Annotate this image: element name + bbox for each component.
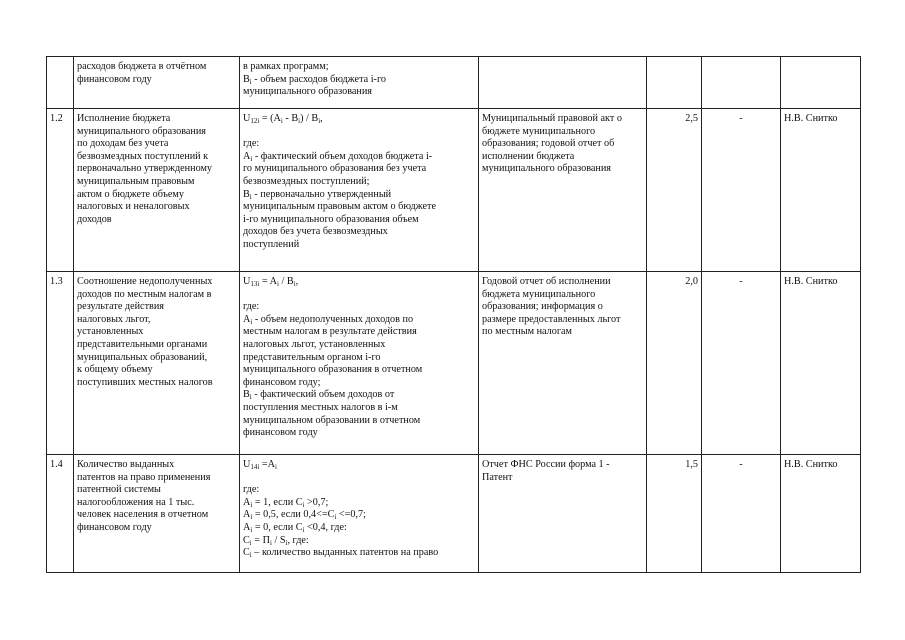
indicator-name-line: доходов	[77, 213, 112, 225]
indicator-name-line: по доходам без учета	[77, 138, 169, 150]
data-source-line: по местным налогам	[482, 326, 572, 338]
indicator-name-line: Количество выданных	[77, 459, 175, 470]
responsible-person	[781, 57, 861, 109]
subscript: i	[250, 500, 253, 509]
subscript: i	[250, 513, 253, 522]
indicator-name-line: налоговых и неналоговых	[77, 201, 190, 213]
responsible-person: Н.В. Снитко	[781, 109, 861, 272]
data-source	[479, 455, 647, 573]
legend-line	[243, 427, 475, 440]
subscript: i	[276, 280, 279, 288]
formula-text: где:	[243, 484, 260, 496]
indicator-name	[74, 272, 240, 455]
subscript: 14i	[250, 463, 260, 471]
formula-text: - фактический объем доходов от	[251, 389, 395, 401]
indicator-name-line: финансовом году	[77, 521, 152, 533]
legend-line	[243, 86, 475, 99]
row-number: 1.4	[47, 455, 74, 573]
formula-line	[243, 113, 475, 126]
indicator-name-line: Соотношение недополученных	[77, 276, 213, 287]
formula-spacer	[243, 126, 475, 139]
formula-text: A	[243, 150, 251, 162]
legend-line	[243, 364, 475, 377]
formula-text: C	[243, 547, 250, 559]
formula-text: U	[243, 459, 251, 470]
weight-value	[647, 57, 702, 109]
formula-text: <0,4, где:	[304, 521, 347, 533]
indicator-name-line: доходов по местным налогам в	[77, 288, 212, 300]
legend-line	[243, 377, 475, 390]
legend-line	[243, 522, 475, 535]
subscript: i	[293, 280, 296, 288]
formula-text: = A	[259, 276, 277, 287]
subscript: 13i	[250, 280, 260, 288]
formula-text: финансовом году	[243, 427, 318, 439]
legend-line	[243, 402, 475, 415]
formula-text: представительным органом i-го	[243, 351, 381, 363]
formula-text: - фактический объем доходов бюджета i-	[252, 150, 433, 162]
legend-line	[243, 352, 475, 365]
legend-line	[243, 509, 475, 522]
indicator-name-line: установленных	[77, 326, 144, 338]
calculation-formula	[240, 109, 479, 272]
row-number: 1.3	[47, 272, 74, 455]
subscript: i	[249, 192, 252, 201]
formula-text: A	[243, 496, 251, 508]
indicator-name-line: поступивших местных налогов	[77, 376, 213, 388]
formula-text: B	[243, 188, 250, 200]
subscript: i	[250, 525, 253, 534]
indicator-name-line: представительными органами	[77, 338, 208, 350]
legend-line	[243, 301, 475, 314]
subscript: i	[269, 538, 272, 547]
formula-text: U	[243, 276, 251, 287]
formula-text: >0,7;	[304, 496, 329, 508]
data-source	[479, 109, 647, 272]
row-number: 1.2	[47, 109, 74, 272]
subscript: i	[249, 77, 252, 86]
legend-line	[243, 326, 475, 339]
calculation-formula	[240, 57, 479, 109]
formula-text: = 0,5, если 0,4<=C	[252, 509, 335, 521]
subscript: i	[250, 154, 253, 163]
formula-text: ,	[320, 113, 323, 124]
legend-line	[243, 535, 475, 548]
subscript: i	[302, 525, 305, 534]
indicator-name-line: патентов на право применения	[77, 471, 211, 483]
legend-line	[243, 314, 475, 327]
subscript: i	[249, 538, 252, 547]
legend-line	[243, 61, 475, 74]
indicator-name-line: патентной системы	[77, 484, 161, 496]
row-number	[47, 57, 74, 109]
indicator-name-line: финансовом году	[77, 73, 152, 85]
indicator-name	[74, 109, 240, 272]
formula-text: поступления местных налогов в i-м	[243, 401, 398, 413]
subscript: i	[249, 393, 252, 402]
indicator-name-line: актом о бюджете объему	[77, 188, 184, 200]
legend-line	[243, 389, 475, 402]
formula-text: доходов без учета безвозмездных	[243, 226, 388, 238]
formula-text: где:	[243, 138, 260, 150]
formula-text: C	[243, 534, 250, 546]
formula-text: где:	[243, 301, 260, 313]
legend-line	[243, 201, 475, 214]
subscript: i	[285, 538, 288, 547]
indicator-name-line: муниципальным правовым	[77, 175, 195, 187]
subscript: i	[249, 551, 252, 560]
table-row	[47, 109, 861, 272]
data-source	[479, 57, 647, 109]
table-row	[47, 57, 861, 109]
formula-spacer	[243, 289, 475, 302]
indicator-name-line: первоначально утвержденному	[77, 163, 213, 175]
weight-value: 1,5	[647, 455, 702, 573]
subscript: i	[250, 317, 253, 326]
formula-text: налоговых льгот, установленных	[243, 338, 386, 350]
indicator-name-line: расходов бюджета в отчётном	[77, 61, 207, 72]
formula-text: B	[243, 389, 250, 401]
formula-text: муниципального образования	[243, 86, 372, 98]
formula-text: - объем расходов бюджета i-го	[251, 73, 386, 85]
formula-text: муниципального образования в отчетном	[243, 364, 423, 376]
data-source-line: Годовой отчет об исполнении	[482, 276, 611, 287]
formula-text: = 1, если C	[252, 496, 303, 508]
data-source-line: размере предоставленных льгот	[482, 313, 621, 325]
indicator-name-line: налоговых льгот,	[77, 313, 151, 325]
indicator-name	[74, 455, 240, 573]
indicator-name-line: Исполнение бюджета	[77, 113, 171, 124]
formula-text: финансовом году;	[243, 376, 321, 388]
formula-text: го муниципального образования без учета	[243, 163, 427, 175]
data-source-line: Муниципальный правовой акт о	[482, 113, 622, 124]
subscript: 12i	[250, 117, 260, 125]
indicator-name-line: муниципальных образований,	[77, 351, 208, 363]
legend-line	[243, 484, 475, 497]
legend-line	[243, 497, 475, 510]
weight-value: 2,5	[647, 109, 702, 272]
formula-text: безвозмездных поступлений;	[243, 175, 370, 187]
formula-text: ) / B	[300, 113, 319, 124]
formula-text: = П	[251, 534, 270, 546]
formula-text: муниципальном образовании в отчетном	[243, 414, 421, 426]
indicator-name-line: безвозмездных поступлений к	[77, 150, 209, 162]
data-source-line: Отчет ФНС России форма 1 -	[482, 459, 610, 470]
table-row	[47, 272, 861, 455]
subscript: i	[302, 500, 305, 509]
legend-line	[243, 339, 475, 352]
formula-text: в рамках программ;	[243, 61, 329, 72]
responsible-person: Н.В. Снитко	[781, 455, 861, 573]
legend-line	[243, 415, 475, 428]
data-source	[479, 272, 647, 455]
legend-line	[243, 163, 475, 176]
formula-text: A	[243, 313, 251, 325]
subscript: i	[298, 117, 301, 125]
indicator-name-line: результате действия	[77, 301, 164, 313]
formula-spacer	[243, 472, 475, 485]
extra-value: -	[702, 109, 781, 272]
data-source-line: исполнении бюджета	[482, 150, 575, 162]
legend-line	[243, 226, 475, 239]
formula-text: / B	[278, 276, 294, 287]
formula-text: A	[243, 521, 251, 533]
subscript: i	[274, 463, 277, 471]
formula-text: местным налогам в результате действия	[243, 326, 417, 338]
extra-value: -	[702, 455, 781, 573]
formula-text: ,	[295, 276, 299, 287]
responsible-person: Н.В. Снитко	[781, 272, 861, 455]
legend-line	[243, 547, 475, 560]
table-row	[47, 455, 861, 573]
data-source-line: муниципального образования	[482, 163, 611, 175]
indicator-name-line: к общему объему	[77, 364, 153, 376]
indicator-table	[46, 56, 861, 573]
formula-line	[243, 459, 475, 472]
indicator-name-line: налогообложения на 1 тыс.	[77, 496, 195, 508]
legend-line	[243, 189, 475, 202]
subscript: i	[280, 117, 283, 125]
formula-text: B	[243, 73, 250, 85]
data-source-line: Патент	[482, 471, 513, 483]
formula-text: <=0,7;	[336, 509, 366, 521]
formula-text: - объем недополученных доходов по	[252, 313, 414, 325]
data-source-line: бюджета муниципального	[482, 288, 596, 300]
formula-text: U	[243, 113, 251, 124]
formula-text: = 0, если C	[252, 521, 303, 533]
formula-text: i-го муниципального образования объем	[243, 213, 419, 225]
extra-value	[702, 57, 781, 109]
subscript: i	[334, 513, 337, 522]
legend-line	[243, 74, 475, 87]
subscript: i	[318, 117, 321, 125]
formula-line	[243, 276, 475, 289]
weight-value: 2,0	[647, 272, 702, 455]
formula-text: – количество выданных патентов на право	[251, 547, 439, 559]
indicator-name-line: человек населения в отчетном	[77, 509, 209, 521]
formula-text: муниципальным правовым актом о бюджете	[243, 201, 437, 213]
data-source-line: образования; информация о	[482, 301, 603, 313]
formula-text: поступлений	[243, 238, 300, 250]
legend-line	[243, 214, 475, 227]
formula-text: - первоначально утвержденный	[251, 188, 392, 200]
calculation-formula	[240, 272, 479, 455]
formula-text: / S	[271, 534, 286, 546]
formula-text: A	[243, 509, 251, 521]
legend-line	[243, 151, 475, 164]
data-source-line: образования; годовой отчет об	[482, 138, 615, 150]
formula-text: , где:	[287, 534, 309, 546]
formula-text: =A	[259, 459, 275, 470]
extra-value: -	[702, 272, 781, 455]
legend-line	[243, 239, 475, 252]
formula-text: = (A	[259, 113, 281, 124]
calculation-formula	[240, 455, 479, 573]
indicator-name	[74, 57, 240, 109]
formula-text: - B	[282, 113, 299, 124]
indicator-name-line: муниципального образования	[77, 125, 206, 137]
legend-line	[243, 176, 475, 189]
data-source-line: бюджете муниципального	[482, 125, 596, 137]
legend-line	[243, 138, 475, 151]
